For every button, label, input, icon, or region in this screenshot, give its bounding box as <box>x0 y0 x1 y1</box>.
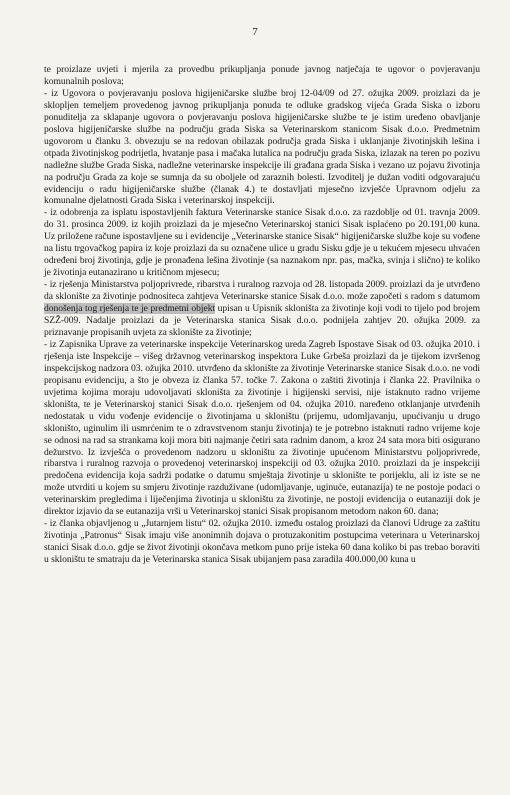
document-body <box>44 64 480 566</box>
paragraph-6: - iz članka objavljenog u „Jutarnjem listu“ 02. ožujka 2010. između ostalog proizlazi da članovi Udruge za zaštitu životinja „Patronus“ Sisak imaju više anonimnih dojava o protuzakonitim postupcima veterinara u Veterinarskoj stanici Sisak d.o.o. gdje se život životinji okončava metkom puno prije isteka 60 dana koliko bi pas trebao boraviti u skloništu te smatraju da je Veterinarska stanica Sisak ubijanjem pasa zaradila 400.000,00 kuna u <box>44 518 480 566</box>
highlighted-text: donošenja tog rješenja te je predmetni objekt <box>44 303 216 315</box>
paragraph-5: - iz Zapisnika Uprave za veterinarske inspekcije Veterinarskog ureda Zagreb Ispostave Sisak od 03. ožujka 2010. i rješenja iste Inspekcije – višeg državnog veterinarskog inspektora Luke Grbeša proizlazi da je tijekom izvršenog inspekcijskog nadzora 03. ožujka 2010. utvrđeno da sklonište za životinje Veterinarske stanice Sisak d.o.o. ne vodi propisanu evidenciju, a što je obveza iz članka 57. točke 7. Zakona o zaštiti životinja i članka 22. Pravilnika o uvjetima kojima moraju udovoljavati skloništa za životinje i higijenski servisi, nije istaknuto radno vrijeme skloništa, te je Veterinarskoj stanici Sisak d.o.o. rješenjem od 04. ožujka 2010. naređeno otklanjanje utvrđenih nedostatak u vidu vođenje evidencije o životinjama u skloništu (prijemu, udomljavanju, upućivanju u drugo skloništo, uginulim ili usmrćenim te o zdravstvenom stanju životinja) te je potrebno istaknuti radno vrijeme koje se odnosi na rad sa strankama koji mora biti najmanje četiri sata radnim danom, a kroz 24 sata mora biti osigurano dežurstvo. Iz izvješća o provedenom nadzoru u skloništu za životinje upućenom Ministarstvu poljoprivrede, ribarstva i ruralnog razvoja o provedenoj veterinarskoj inspekciji od 03. ožujka 2010. proizlazi da je inspekciji predočena evidencija koja sadrži podatke o datumu smještaja životinje u sklonište te porijeklu, ali iz iste se ne može utvrditi u kojem su smjeru životinje razduživane (udomljavanje, uginuće, eutanazija) te ne postoje podaci o veterinarskim pregledima i liječenjima životinja u skloništu za životinje, ne postoji evidencija o eutanaziji dok je direktor izjavio da se eutanazija vrši u Veterinarskoj stanici Sisak propisanom metodom nakon 60. dana; <box>44 338 480 518</box>
paragraph-4: - iz rješenja Ministarstva poljoprivrede, ribarstva i ruralnog razvoja od 28. listopada 2009. proizlazi da je utvrđeno da sklonište za životinje podnositeca zahtjeva Veterinarske stanice Sisak d.o.o. može započeti s radom s datumom donošenja tog rješenja te je predmetni objekt upisan u Upisnik skloništa za životinje koji vodi to tijelo pod brojem SZŽ-009. Nadalje proizlazi da je Veterinarska stanica Sisak d.o.o. podnijela zahtjev 20. ožujka 2009. za priznavanje propisanih uvjeta za sklonište za životinje; <box>44 279 480 338</box>
page-number: 7 <box>252 26 258 38</box>
paragraph-1: te proizlaze uvjeti i mjerila za provedbu prikupljanja ponude javnog natječaja te ugovor o povjeravanju komunalnih poslova; <box>44 64 480 87</box>
paragraph-2: - iz Ugovora o povjeravanju poslova higijeničarske službe broj 12-04/09 od 27. ožujka 2009. proizlazi da je sklopljen temeljem provedenog javnog prikupljanja ponuda te odluke gradskog vijeća Grada Siska o izboru ponuditelja za sklapanje ugovora o povjeravanju poslova higijeničarske službe te je istim uređeno obavljanje poslova higijeničarske službe na području grada Siska sa Veterinarskom stanicom Sisak d.o.o. Predmetnim ugovorom u članku 3. obvezuju se na redovan obilazak područja grada Siska i uklanjanje životinjskih lešina i otpada životinjskog podrijetla, hvatanje pasa i mačaka lutalica na području grada Siska, izlazak na teren po pozivu nadležne službe Grada Siska, nadležne veterinarske inspekcije ili građana grada Siska i vezano uz pojavu životinja na području Grada za koje se sumnja da su oboljele od zaraznih bolesti. Izvoditelj je dužan voditi odgovarajuću evidenciju o radu higijeničarske službe (članak 4.) te dostavljati mjesečno izvješće Upravnom odjelu za komunalne djelatnosti Grada Siska i veterinarskoj inspekciji. <box>44 87 480 207</box>
paragraph-3: - iz odobrenja za isplatu ispostavljenih faktura Veterinarske stanice Sisak d.o.o. za razdoblje od 01. travnja 2009. do 31. prosinca 2009. iz kojih proizlazi da je mjesečno Veterinarskoj stanici Sisak isplaćeno po 20.191,00 kuna. Uz priložene račune ispostavljene su i evidencije „Veterinarske stanice Sisak“ higijeničarske službe koje su vođene na listu trgovačkog papira iz koje proizlazi da su označene ulice u gradu Sisku gdje je u tekućem mjesecu uhvaćen određeni broj životinja, gdje je pronađena lešina životinje (sa naznakom npr. pas, mačka, svinja i slično) te koliko je životinja eutanazirano u kritičnom mjesecu; <box>44 207 480 279</box>
